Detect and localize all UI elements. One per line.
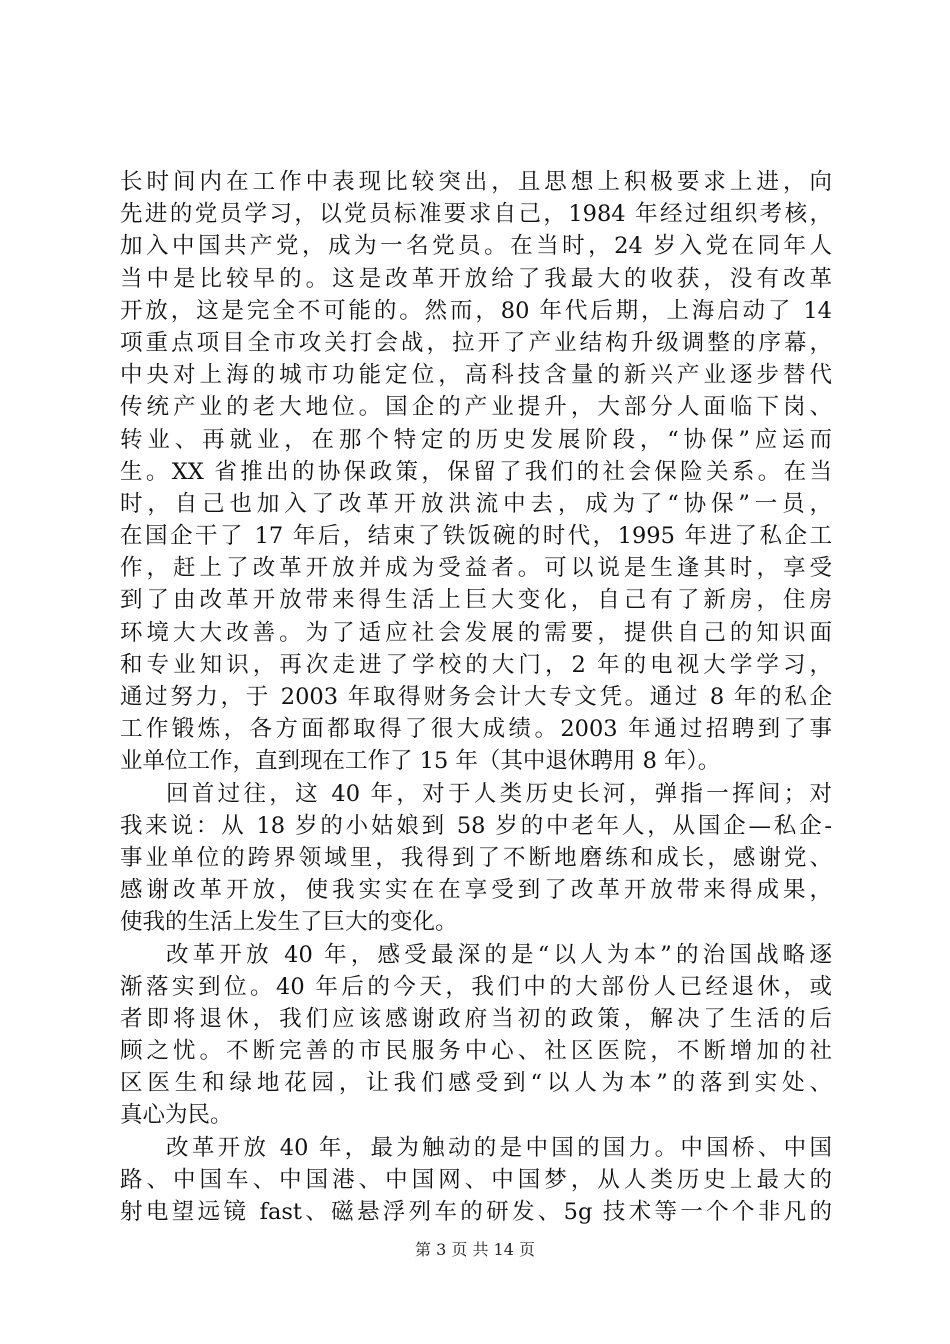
page-number-footer: 第 3 页 共 14 页 <box>415 1240 535 1259</box>
paragraph <box>120 939 832 1132</box>
text-line: 项重点项目全市攻关打会战，拉开了产业结构升级调整的序幕， <box>120 329 832 356</box>
text-line: 区医生和绿地花园，让我们感受到“以人为本”的落到实处、 <box>120 1070 832 1097</box>
text-line: 转业、再就业，在那个特定的历史发展阶段，“协保”应运而 <box>120 426 832 453</box>
paragraph <box>120 778 832 939</box>
text-line: 作，赶上了改革开放并成为受益者。可以说是生逢其时，享受 <box>120 555 832 582</box>
text-line: 环境大大改善。为了适应社会发展的需要，提供自己的知识面 <box>120 619 832 646</box>
document-body <box>120 166 832 1228</box>
text-line: 改革开放 40 年，最为触动的是中国的国力。中国桥、中国 <box>166 1134 832 1161</box>
text-line: 中央对上海的城市功能定位，高科技含量的新兴产业逐步替代 <box>120 362 832 389</box>
text-line: 事业单位的跨界领域里，我得到了不断地磨练和成长，感谢党、 <box>120 844 832 871</box>
text-line: 改革开放 40 年，感受最深的是“以人为本”的治国战略逐 <box>166 941 832 968</box>
text-line: 使我的生活上发生了巨大的变化。 <box>120 909 458 936</box>
text-line: 加入中国共产党，成为一名党员。在当时，24 岁入党在同年人 <box>120 233 832 260</box>
paragraph <box>120 1132 832 1229</box>
text-line: 和专业知识，再次走进了学校的大门，2 年的电视大学学习， <box>120 651 832 678</box>
text-line: 传统产业的老大地位。国企的产业提升，大部分人面临下岗、 <box>120 394 832 421</box>
text-line: 长时间内在工作中表现比较突出，且思想上积极要求上进，向 <box>120 169 832 195</box>
text-line: 先进的党员学习，以党员标准要求自己，1984 年经过组织考核， <box>120 201 832 228</box>
text-line: 我来说：从 18 岁的小姑娘到 58 岁的中老年人，从国企—私企- <box>120 812 832 839</box>
text-line: 工作锻炼，各方面都取得了很大成绩。2003 年通过招聘到了事 <box>120 716 832 743</box>
text-line: 回首过往，这 40 年，对于人类历史长河，弹指一挥间；对 <box>166 780 832 807</box>
text-line: 者即将退休，我们应该感谢政府当初的政策，解决了生活的后 <box>120 1005 832 1032</box>
text-line: 射电望远镜 fast、磁悬浮列车的研发、5g 技术等一个个非凡的 <box>120 1199 832 1225</box>
text-line: 通过努力，于 2003 年取得财务会计大专文凭。通过 8 年的私企 <box>120 684 832 710</box>
text-line: 路、中国车、中国港、中国网、中国梦，从人类历史上最大的 <box>120 1166 832 1193</box>
text-line: 顾之忧。不断完善的市民服务中心、社区医院，不断增加的社 <box>120 1038 832 1065</box>
text-line: 感谢改革开放，使我实实在在享受到了改革开放带来得成果， <box>120 877 832 904</box>
text-line: 时，自己也加入了改革开放洪流中去，成为了“协保”一员， <box>120 490 832 517</box>
paragraph <box>120 166 832 778</box>
text-line: 开放，这是完全不可能的。然而，80 年代后期，上海启动了 14 <box>120 297 832 324</box>
text-line: 业单位工作，直到现在工作了 15 年（其中退休聘用 8 年）。 <box>120 748 721 775</box>
text-line: 真心为民。 <box>120 1102 233 1129</box>
text-line: 当中是比较早的。这是改革开放给了我最大的收获，没有改革 <box>120 265 832 292</box>
text-line: 渐落实到位。40 年后的今天，我们中的大部份人已经退休，或 <box>120 973 832 1000</box>
text-line: 到了由改革开放带来得生活上巨大变化，自己有了新房，住房 <box>120 587 832 614</box>
text-line: 生。XX 省推出的协保政策，保留了我们的社会保险关系。在当 <box>120 458 832 485</box>
text-line: 在国企干了 17 年后，结束了铁饭碗的时代，1995 年进了私企工 <box>120 523 832 550</box>
